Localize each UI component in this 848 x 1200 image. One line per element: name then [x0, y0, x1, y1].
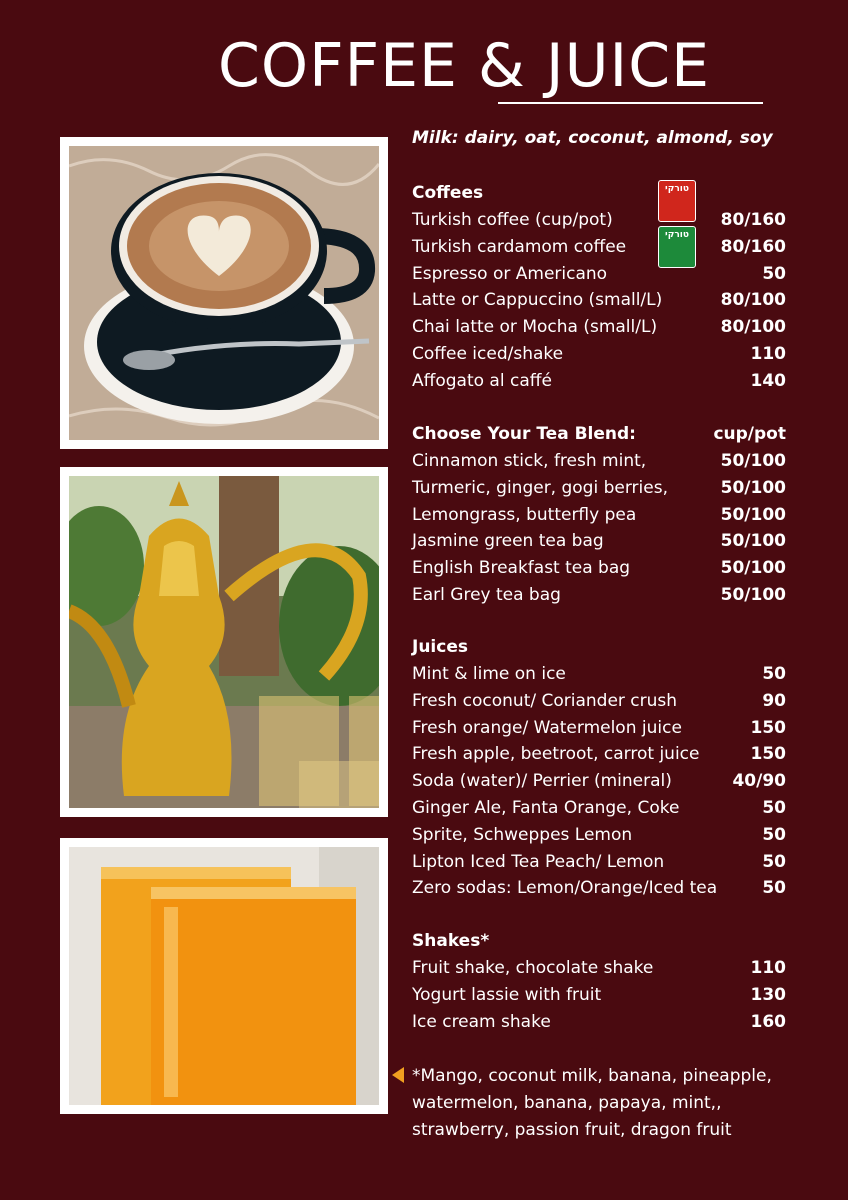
item-name: Affogato al caffé: [412, 370, 552, 391]
item-name: Espresso or Americano: [412, 263, 608, 284]
menu-item: [412, 715, 786, 742]
item-price: 130: [750, 984, 786, 1005]
menu-item: [412, 768, 786, 795]
item-name: Ginger Ale, Fanta Orange, Coke: [412, 797, 680, 818]
menu-item: [412, 314, 786, 341]
item-price: 50: [762, 824, 786, 845]
item-name: English Breakfast tea bag: [412, 558, 631, 579]
coffees-section: [412, 180, 786, 395]
item-name: Latte or Cappuccino (small/L): [412, 290, 663, 311]
item-price: 90: [762, 690, 786, 711]
item-price: 50: [762, 797, 786, 818]
shakes-section: [412, 928, 786, 1035]
item-price: 50: [762, 878, 786, 899]
item-price: 110: [750, 343, 786, 364]
footnote-arrow-icon: [392, 1067, 404, 1083]
menu-item: [412, 341, 786, 368]
item-price: 80/100: [720, 290, 786, 311]
logo-brand-text: טורקי: [665, 184, 689, 194]
tea-heading: Choose Your Tea Blend:: [412, 424, 636, 444]
menu-item: [412, 661, 786, 688]
item-price: 40/90: [732, 771, 786, 792]
juices-section: [412, 634, 786, 902]
item-name: Cinnamon stick, fresh mint,: [412, 451, 647, 471]
item-name: Ice cream shake: [412, 1011, 551, 1032]
item-name: Earl Grey tea bag: [412, 584, 561, 605]
menu-item: [412, 555, 786, 582]
item-name: Fresh apple, beetroot, carrot juice: [412, 744, 700, 765]
item-name: Turkish coffee (cup/pot): [412, 210, 613, 230]
item-name: Fresh orange/ Watermelon juice: [412, 717, 682, 738]
shakes-footnote: *Mango, coconut milk, banana, pineapple, watermelon, banana, papaya, mint,, strawberry, passion fruit, dragon fruit: [412, 1066, 772, 1140]
item-name: Turmeric, ginger, gogi berries,: [412, 477, 668, 498]
juice-photo: [60, 838, 388, 1114]
latte-photo: [60, 137, 388, 449]
item-name: Soda (water)/ Perrier (mineral): [412, 771, 672, 792]
section-heading: [412, 180, 786, 207]
item-price: 140: [750, 370, 786, 391]
menu-item: [412, 448, 786, 475]
item-price: 50/100: [720, 558, 786, 579]
logo-brand-text: טורקי: [665, 230, 689, 240]
menu-item: [412, 982, 786, 1009]
latte-illustration: [69, 146, 379, 440]
menu-item: [412, 368, 786, 395]
item-price: 150: [750, 717, 786, 738]
item-price: 50: [762, 664, 786, 684]
section-heading: [412, 421, 786, 448]
item-name: Jasmine green tea bag: [412, 531, 604, 552]
item-name: Mint & lime on ice: [412, 664, 566, 684]
item-price: 160: [750, 1011, 786, 1032]
menu-item: [412, 795, 786, 822]
tea-heading-unit: cup/pot: [713, 424, 786, 444]
item-name: Chai latte or Mocha (small/L): [412, 317, 658, 338]
section-heading: [412, 634, 786, 661]
menu-item: [412, 741, 786, 768]
dallah-illustration: [69, 476, 379, 808]
menu-item: [412, 875, 786, 902]
menu-item: [412, 234, 786, 261]
tea-section: [412, 421, 786, 609]
item-name: Coffee iced/shake: [412, 343, 564, 364]
item-price: 50: [762, 851, 786, 872]
title-underline: [498, 102, 763, 104]
juices-heading: Juices: [412, 637, 468, 657]
juice-illustration: [69, 847, 379, 1105]
item-price: 80/160: [720, 236, 786, 257]
item-price: 50/100: [720, 584, 786, 605]
item-price: 150: [750, 744, 786, 765]
item-name: Turkish cardamom coffee: [412, 236, 627, 257]
page-title: COFFEE & JUICE: [218, 31, 711, 101]
item-name: Zero sodas: Lemon/Orange/Iced tea: [412, 878, 718, 899]
menu-item: [412, 261, 786, 288]
menu-item: [412, 955, 786, 982]
dallah-photo: [60, 467, 388, 817]
menu-item: [412, 1009, 786, 1036]
menu-item: [412, 528, 786, 555]
item-name: Lemongrass, butterfly pea: [412, 504, 637, 525]
item-name: Yogurt lassie with fruit: [412, 984, 602, 1005]
shakes-heading: Shakes*: [412, 931, 490, 951]
menu-item: [412, 688, 786, 715]
item-price: 50/100: [720, 477, 786, 498]
menu-item: [412, 582, 786, 609]
item-price: 50: [762, 263, 786, 284]
milk-options: Milk: dairy, oat, coconut, almond, soy: [412, 128, 773, 148]
menu-item: [412, 849, 786, 876]
item-name: Sprite, Schweppes Lemon: [412, 824, 633, 845]
item-price: 50/100: [720, 451, 786, 471]
item-price: 80/100: [720, 317, 786, 338]
item-price: 50/100: [720, 504, 786, 525]
item-name: Fruit shake, chocolate shake: [412, 958, 654, 978]
item-price: 50/100: [720, 531, 786, 552]
item-name: Lipton Iced Tea Peach/ Lemon: [412, 851, 665, 872]
menu-item: [412, 475, 786, 502]
coffees-heading: Coffees: [412, 183, 484, 203]
item-name: Fresh coconut/ Coriander crush: [412, 690, 678, 711]
menu-item: [412, 287, 786, 314]
menu-item: [412, 502, 786, 529]
menu-item: [412, 822, 786, 849]
item-price: 80/160: [720, 210, 786, 230]
menu-item: [412, 207, 786, 234]
item-price: 110: [750, 958, 786, 978]
section-heading: [412, 928, 786, 955]
